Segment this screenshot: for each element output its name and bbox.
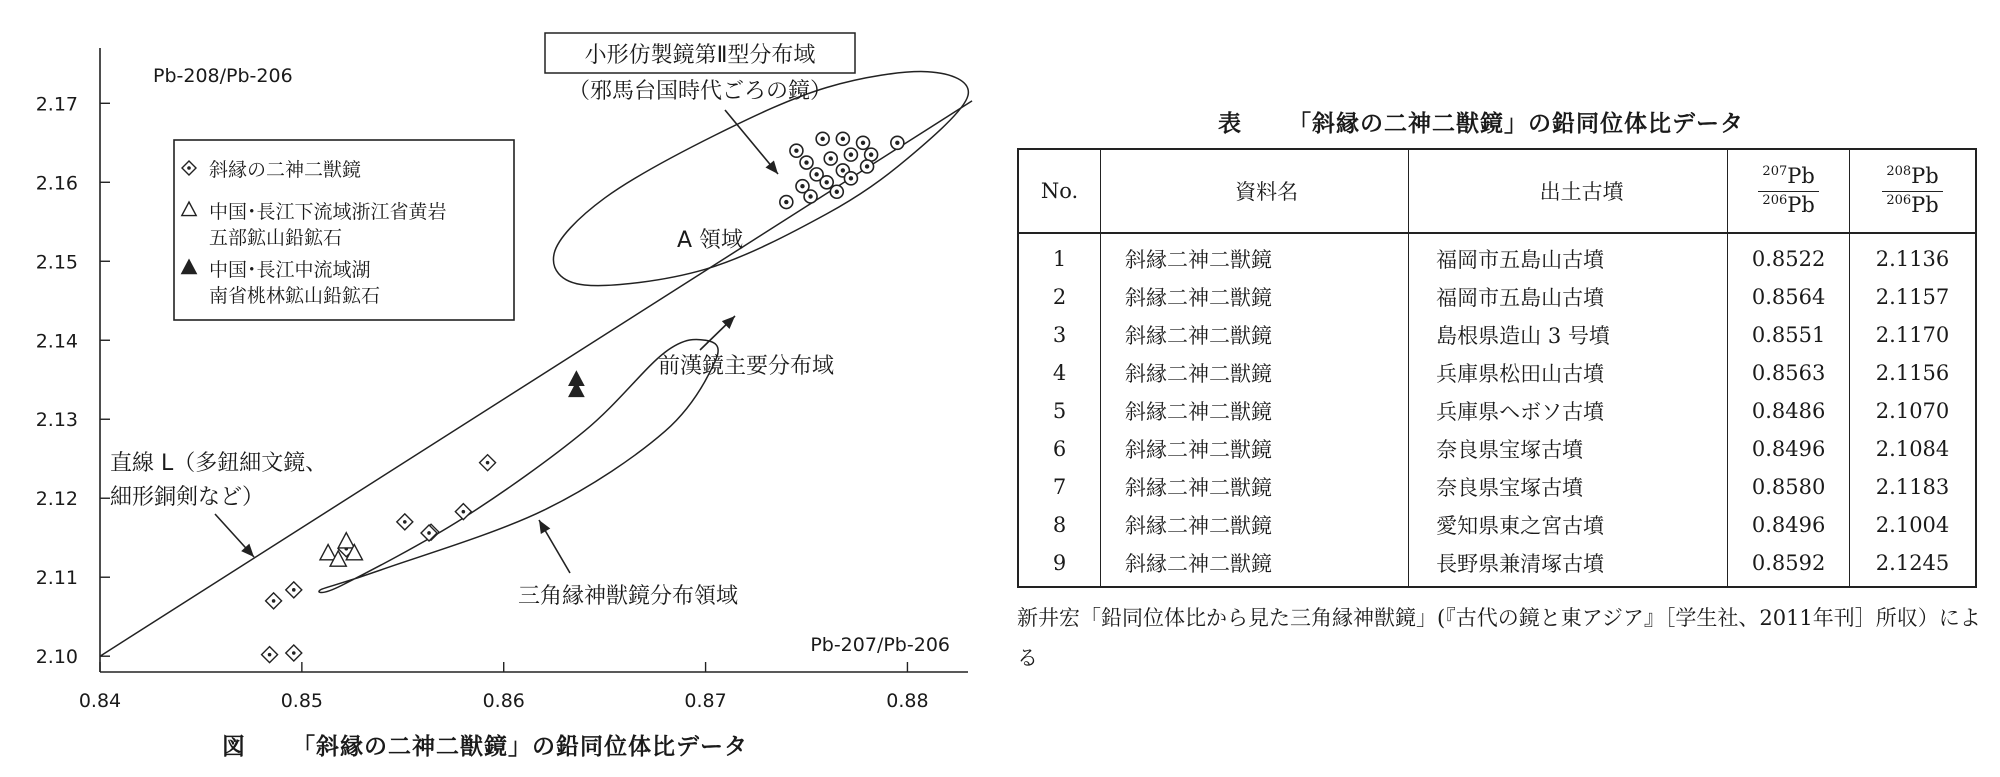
small-mirror-sublabel: （邪馬台国時代ごろの鏡）	[567, 79, 833, 104]
legend-label-hunan: 中国･長江中流域湖	[209, 259, 371, 281]
data-point-mirror	[286, 645, 302, 661]
table-row	[1018, 392, 1976, 430]
table-title	[1218, 105, 1744, 138]
y-tick-label: 2.11	[35, 567, 78, 590]
data-point-small-mirror	[800, 156, 813, 169]
data-point-mirror	[480, 455, 496, 471]
cell-no: 6	[1052, 437, 1067, 461]
circle-center-dot	[784, 200, 788, 204]
data-point-small-mirror	[804, 190, 817, 203]
y-tick-label: 2.15	[35, 251, 78, 274]
data-point-small-mirror	[816, 132, 829, 145]
small-mirror-label: 小形仿製鏡第Ⅱ型分布域	[584, 43, 816, 68]
circle-center-dot	[794, 148, 798, 152]
header-r7-num: Pb	[1787, 164, 1815, 189]
y-tick-label: 2.13	[35, 409, 78, 432]
data-point-small-mirror	[824, 152, 837, 165]
cell-name: 斜縁二神二獣鏡	[1101, 233, 1409, 278]
y-tick-label: 2.16	[35, 172, 78, 195]
circle-center-dot	[800, 184, 804, 188]
cell-r7: 0.8564	[1728, 278, 1850, 316]
data-point-small-mirror	[836, 132, 849, 145]
table-row	[1018, 544, 1976, 587]
diamond-center-dot	[403, 520, 407, 524]
diamond-center-dot	[292, 588, 296, 592]
legend-label-zhejiang: 中国･長江下流域浙江省黄岩	[209, 201, 447, 223]
cell-site: 福岡市五島山古墳	[1409, 278, 1728, 316]
x-tick-label: 0.84	[78, 690, 122, 712]
circle-center-dot	[829, 156, 833, 160]
cell-r7: 0.8496	[1728, 430, 1850, 468]
cell-r7: 0.8592	[1728, 544, 1850, 587]
circle-center-dot	[869, 152, 873, 156]
cell-no: 4	[1052, 361, 1067, 385]
data-point-small-mirror	[820, 176, 833, 189]
header-r8-num-sup: 208	[1886, 164, 1912, 180]
x-tick-label: 0.88	[886, 690, 929, 712]
cell-site: 奈良県宝塚古墳	[1409, 430, 1728, 468]
x-axis-label: Pb-207/Pb-206	[810, 634, 950, 656]
cell-no: 5	[1052, 399, 1067, 423]
cell-r8: 2.1245	[1850, 544, 1976, 587]
arrow-head	[765, 160, 778, 174]
cell-r8: 2.1070	[1850, 392, 1976, 430]
circle-center-dot	[820, 137, 824, 141]
data-point-small-mirror	[844, 172, 857, 185]
cell-r7: 0.8563	[1728, 354, 1850, 392]
header-r7-den-sup: 206	[1762, 192, 1788, 208]
y-tick-label: 2.14	[35, 330, 78, 353]
table-row	[1018, 316, 1976, 354]
data-point-mirror	[286, 582, 302, 598]
cell-r8: 2.1157	[1850, 278, 1976, 316]
cell-name: 斜縁二神二獣鏡	[1101, 430, 1409, 468]
data-point-small-mirror	[891, 136, 904, 149]
circle-center-dot	[814, 172, 818, 176]
table-row	[1018, 278, 1976, 316]
x-tick-label: 0.86	[482, 690, 525, 712]
cell-r8: 2.1004	[1850, 506, 1976, 544]
header-r8-den-sup: 206	[1886, 192, 1912, 208]
data-point-mirror	[262, 647, 278, 663]
cell-name: 斜縁二神二獣鏡	[1101, 468, 1409, 506]
cell-r7: 0.8496	[1728, 506, 1850, 544]
cell-no: 7	[1052, 475, 1067, 499]
x-tick-label: 0.85	[280, 690, 324, 712]
cell-name: 斜縁二神二獣鏡	[1101, 544, 1409, 587]
table-panel	[1000, 0, 2000, 777]
circle-center-dot	[849, 152, 853, 156]
line-l-label: 直線 L（多鈕細文鏡、	[110, 451, 328, 476]
cell-r8: 2.1170	[1850, 316, 1976, 354]
y-tick-label: 2.10	[35, 646, 78, 669]
figure-caption-text: 「斜縁の二神二獣鏡」の鉛同位体比データ	[292, 734, 748, 760]
cell-r7: 0.8551	[1728, 316, 1850, 354]
sankaku-arrow	[539, 520, 570, 573]
x-tick-label: 0.87	[684, 690, 727, 712]
figure-caption-label: 図	[222, 734, 246, 760]
table-header-row	[1018, 149, 1976, 233]
circle-center-dot	[849, 176, 853, 180]
diamond-center-dot	[427, 531, 431, 535]
y-axis-label: Pb-208/Pb-206	[153, 65, 293, 87]
data-point-zhejiang	[338, 533, 354, 548]
cell-site: 奈良県宝塚古墳	[1409, 468, 1728, 506]
cell-r7: 0.8486	[1728, 392, 1850, 430]
data-point-small-mirror	[861, 160, 874, 173]
y-tick-label: 2.17	[35, 93, 78, 116]
cell-r8: 2.1183	[1850, 468, 1976, 506]
cell-r8: 2.1136	[1850, 233, 1976, 278]
table-row	[1018, 354, 1976, 392]
cell-no: 3	[1052, 323, 1067, 347]
line-l-sublabel: 細形銅剣など）	[110, 485, 265, 510]
table-row	[1018, 506, 1976, 544]
cell-site: 兵庫県松田山古墳	[1409, 354, 1728, 392]
data-point-small-mirror	[844, 148, 857, 161]
header-r8-den: Pb	[1911, 192, 1939, 217]
data-point-mirror	[266, 593, 282, 609]
cell-r8: 2.1156	[1850, 354, 1976, 392]
figure-caption	[222, 728, 748, 761]
cell-name: 斜縁二神二獣鏡	[1101, 316, 1409, 354]
cell-site: 長野県兼清塚古墳	[1409, 544, 1728, 587]
diamond-center-dot	[292, 651, 296, 655]
table-title-text: 「斜縁の二神二獣鏡」の鉛同位体比データ	[1288, 111, 1744, 137]
data-point-zhejiang	[320, 545, 336, 560]
line-l-arrow	[215, 514, 254, 557]
circle-center-dot	[824, 180, 828, 184]
header-r8-num: Pb	[1911, 164, 1939, 189]
cell-no: 8	[1052, 513, 1067, 537]
zenkan-arrow	[700, 316, 735, 350]
circle-center-dot	[841, 168, 845, 172]
cell-r7: 0.8522	[1728, 233, 1850, 278]
header-r7-den: Pb	[1787, 192, 1815, 217]
cell-site: 福岡市五島山古墳	[1409, 233, 1728, 278]
header-name: 資料名	[1101, 149, 1409, 233]
arrow-head	[539, 520, 550, 534]
small-mirror-arrow	[725, 110, 778, 174]
diamond-center-dot	[272, 599, 276, 603]
circle-center-dot	[835, 190, 839, 194]
cell-no: 1	[1052, 247, 1067, 271]
circle-center-dot	[895, 141, 899, 145]
circle-center-dot	[808, 194, 812, 198]
diamond-center-dot	[187, 166, 191, 170]
diamond-center-dot	[486, 461, 490, 465]
table-title-label: 表	[1218, 111, 1242, 137]
circle-center-dot	[804, 160, 808, 164]
cell-site: 愛知県東之宮古墳	[1409, 506, 1728, 544]
cell-r7: 0.8580	[1728, 468, 1850, 506]
data-point-mirror	[455, 504, 471, 520]
circle-center-dot	[841, 137, 845, 141]
zenkan-label: 前漢鏡主要分布域	[658, 354, 835, 379]
y-tick-label: 2.12	[35, 488, 78, 511]
circle-center-dot	[861, 141, 865, 145]
header-r7-num-sup: 207	[1762, 164, 1788, 180]
data-point-small-mirror	[780, 196, 793, 209]
cell-name: 斜縁二神二獣鏡	[1101, 354, 1409, 392]
data-point-small-mirror	[857, 136, 870, 149]
legend-label-zhejiang-2: 五部鉱山鉛鉱石	[209, 227, 343, 249]
legend-label-mirror: 斜縁の二神二獣鏡	[209, 159, 362, 181]
diamond-center-dot	[462, 510, 466, 514]
header-site: 出土古墳	[1409, 149, 1728, 233]
cell-name: 斜縁二神二獣鏡	[1101, 392, 1409, 430]
data-point-mirror	[397, 514, 413, 530]
cell-site: 島根県造山 3 号墳	[1409, 316, 1728, 354]
cell-no: 2	[1052, 285, 1067, 309]
a-region-label: A 領域	[676, 228, 744, 253]
table-row	[1018, 233, 1976, 278]
data-point-small-mirror	[790, 144, 803, 157]
source-note: 新井宏「鉛同位体比から見た三角縁神獣鏡」(『古代の鏡と東アジア』［学生社、2011年刊］所収）による	[1017, 606, 1981, 670]
header-pb208-pb206	[1850, 149, 1976, 233]
cell-name: 斜縁二神二獣鏡	[1101, 506, 1409, 544]
cell-no: 9	[1052, 551, 1067, 575]
diamond-center-dot	[268, 653, 272, 657]
header-pb207-pb206	[1728, 149, 1850, 233]
cell-name: 斜縁二神二獣鏡	[1101, 278, 1409, 316]
table-row	[1018, 430, 1976, 468]
isotope-data-table	[1017, 148, 1977, 588]
data-point-small-mirror	[865, 148, 878, 161]
data-point-small-mirror	[830, 185, 843, 198]
circle-center-dot	[865, 164, 869, 168]
legend-label-hunan-2: 南省桃林鉱山鉛鉱石	[209, 285, 381, 307]
cell-site: 兵庫県ヘボソ古墳	[1409, 392, 1728, 430]
table-row	[1018, 468, 1976, 506]
cell-r8: 2.1084	[1850, 430, 1976, 468]
sankaku-label: 三角縁神獣鏡分布領域	[518, 584, 739, 609]
header-no: No.	[1018, 149, 1101, 233]
